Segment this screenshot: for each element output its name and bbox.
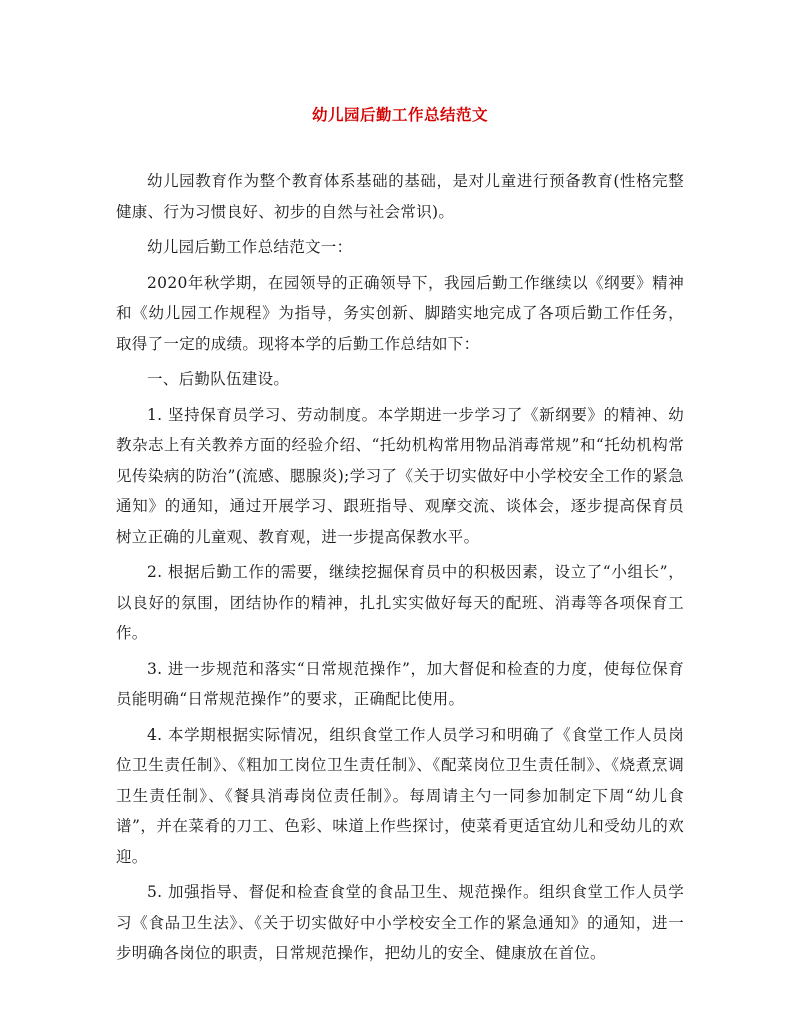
document-title: 幼儿园后勤工作总结范文 (311, 105, 488, 124)
section-heading-team: 一、后勤队伍建设。 (147, 370, 290, 388)
paragraph-item-2: 2. 根据后勤工作的需要，继续挖掘保育员中的积极因素，设立了“小组长”，以良好的氛围，团结协作的精神，扎扎实实做好每天的配班、消毒等各项保育工作。 (116, 563, 684, 642)
paragraph-intro: 幼儿园教育作为整个教育体系基础的基础，是对儿童进行预备教育(性格完整健康、行为习惯良好、初步的自然与社会常识)。 (116, 172, 684, 221)
paragraph-item-1: 1. 坚持保育员学习、劳动制度。本学期进一步学习了《新纲要》的精神、幼教杂志上有关教养方面的经验介绍、“托幼机构常用物品消毒常规”和“托幼机构常见传染病的防治”(流感、腮腺炎);学习了《关于切实做好中小学校安全工作的紧急通知》的通知，通过开展学习、跟班指导、观摩交流、谈体会，逐步提高保育员树立正确的儿童观、教育观，进一步提高保教水平。 (116, 405, 684, 546)
paragraph-sample-heading: 幼儿园后勤工作总结范文一： (147, 238, 353, 256)
paragraph-item-4: 4. 本学期根据实际情况，组织食堂工作人员学习和明确了《食堂工作人员岗位卫生责任制》、《粗加工岗位卫生责任制》、《配菜岗位卫生责任制》、《烧煮烹调卫生责任制》、《餐具消毒岗位责任制》。每周请主勺一同参加制定下周“幼儿食谱”，并在菜肴的刀工、色彩、味道上作些探讨，使菜肴更适宜幼儿和受幼儿的欢迎。 (116, 725, 684, 866)
document-body (116, 166, 684, 969)
paragraph-item-3: 3. 进一步规范和落实“日常规范操作”，加大督促和检查的力度，使每位保育员能明确“日常规范操作”的要求，正确配比使用。 (116, 659, 684, 708)
paragraph-item-5: 5. 加强指导、督促和检查食堂的食品卫生、规范操作。组织食堂工作人员学习《食品卫生法》、《关于切实做好中小学校安全工作的紧急通知》的通知，进一步明确各岗位的职责，日常规范操作，把幼儿的安全、健康放在首位。 (116, 883, 684, 962)
paragraph-overview: 2020年秋学期，在园领导的正确领导下，我园后勤工作继续以《纲要》精神和《幼儿园工作规程》为指导，务实创新、脚踏实地完成了各项后勤工作任务，取得了一定的成绩。现将本学的后勤工作总结如下： (116, 273, 684, 353)
